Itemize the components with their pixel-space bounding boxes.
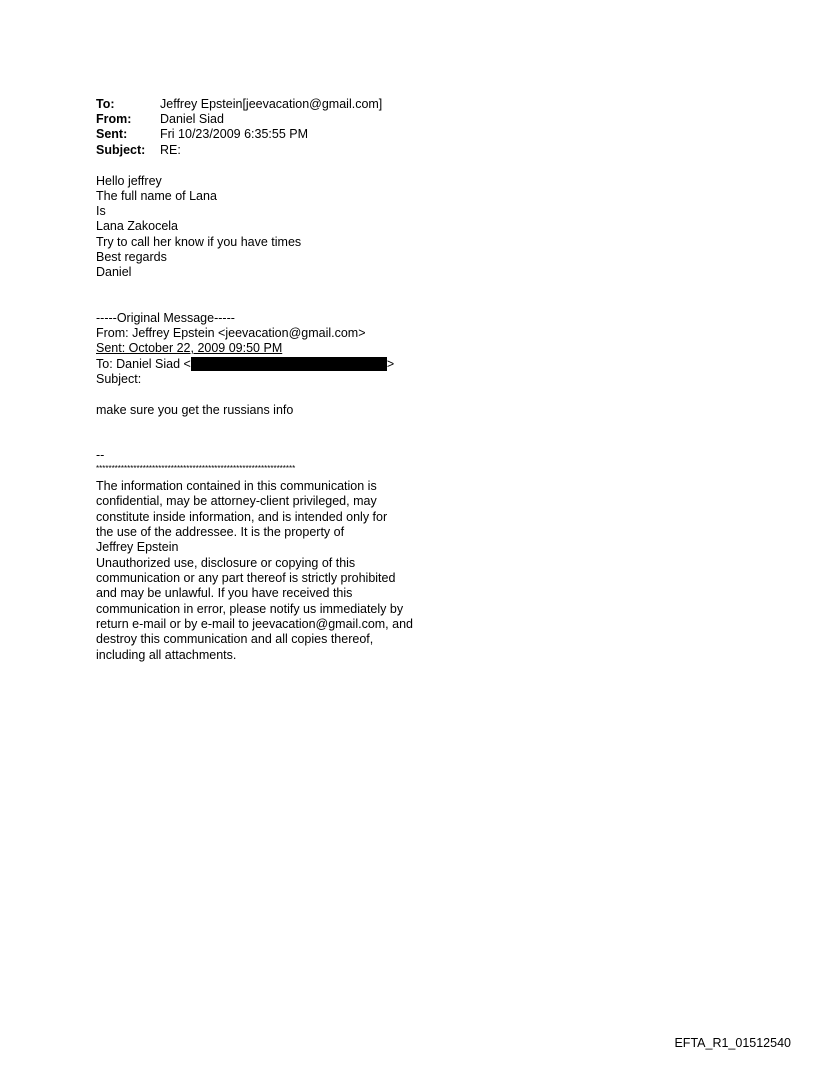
disclaimer-line: destroy this communication and all copies thereof, bbox=[96, 632, 374, 646]
original-sent: Sent: October 22, 2009 09:50 PM bbox=[96, 341, 283, 355]
original-to-prefix: To: Daniel Siad < bbox=[96, 357, 191, 371]
original-to-suffix: > bbox=[386, 357, 395, 371]
sent-label: Sent: bbox=[96, 127, 128, 141]
signature-stars: **************************************************************** bbox=[96, 464, 296, 473]
disclaimer-line: confidential, may be attorney-client privileged, may bbox=[96, 494, 377, 508]
original-to bbox=[96, 357, 394, 372]
body-line: Is bbox=[96, 204, 106, 218]
sent-value: Fri 10/23/2009 6:35:55 PM bbox=[160, 127, 309, 141]
to-label: To: bbox=[96, 97, 115, 111]
disclaimer-line: Unauthorized use, disclosure or copying of this bbox=[96, 556, 356, 570]
body-line: Lana Zakocela bbox=[96, 219, 179, 233]
disclaimer-line: the use of the addressee. It is the property of bbox=[96, 525, 345, 539]
body-line: Hello jeffrey bbox=[96, 174, 162, 188]
subject-label: Subject: bbox=[96, 143, 146, 157]
disclaimer-line: including all attachments. bbox=[96, 648, 237, 662]
body-line: Daniel bbox=[96, 265, 132, 279]
original-message-text: make sure you get the russians info bbox=[96, 403, 294, 417]
to-value: Jeffrey Epstein[jeevacation@gmail.com] bbox=[160, 97, 383, 111]
disclaimer-line: communication or any part thereof is strictly prohibited bbox=[96, 571, 396, 585]
original-subject: Subject: bbox=[96, 372, 142, 386]
body-line: The full name of Lana bbox=[96, 189, 217, 203]
disclaimer-line: communication in error, please notify us immediately by bbox=[96, 602, 404, 616]
body-line: Try to call her know if you have times bbox=[96, 235, 302, 249]
redaction-bar bbox=[191, 357, 387, 371]
from-value: Daniel Siad bbox=[160, 112, 224, 126]
disclaimer-line: return e-mail or by e-mail to jeevacation@gmail.com, and bbox=[96, 617, 413, 631]
disclaimer-line: constitute inside information, and is intended only for bbox=[96, 510, 388, 524]
subject-value: RE: bbox=[160, 143, 181, 157]
document-id: EFTA_R1_01512540 bbox=[674, 1036, 791, 1050]
original-separator: -----Original Message----- bbox=[96, 311, 235, 325]
disclaimer-line: Jeffrey Epstein bbox=[96, 540, 179, 554]
signature-dashes: -- bbox=[96, 448, 105, 462]
disclaimer-line: and may be unlawful. If you have received this bbox=[96, 586, 353, 600]
original-from: From: Jeffrey Epstein <jeevacation@gmail.com> bbox=[96, 326, 366, 340]
disclaimer-line: The information contained in this communication is bbox=[96, 479, 377, 493]
body-line: Best regards bbox=[96, 250, 167, 264]
from-label: From: bbox=[96, 112, 132, 126]
